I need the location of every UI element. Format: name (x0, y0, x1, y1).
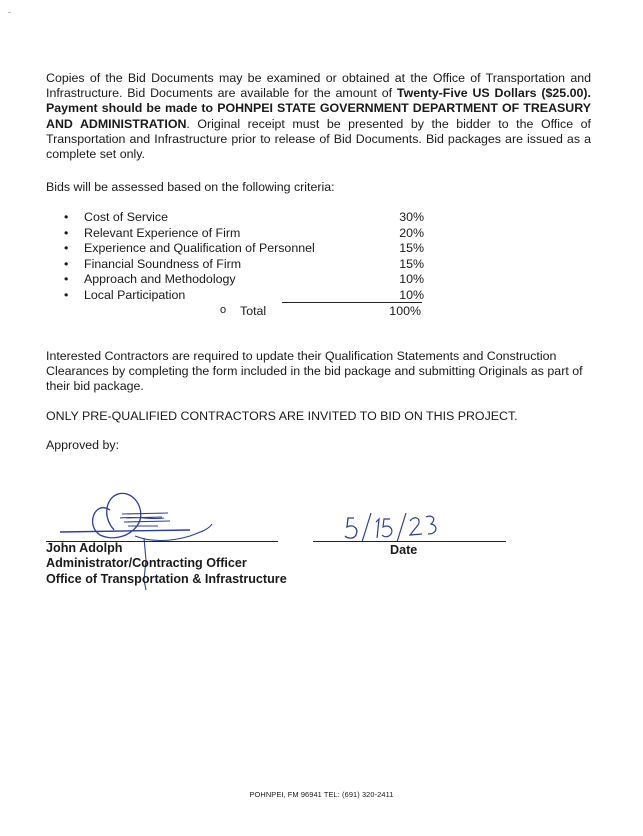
criteria-item (64, 226, 434, 242)
criteria-name: Financial Soundness of Firm (84, 256, 242, 271)
scan-speck (8, 12, 11, 13)
criteria-item (64, 272, 434, 288)
criteria-percent: 30% (399, 210, 424, 224)
criteria-name: Cost of Service (84, 210, 169, 224)
criteria-intro: Bids will be assessed based on the following criteria: (46, 180, 335, 194)
criteria-percent: 15% (399, 256, 424, 271)
criteria-name: Approach and Methodology (84, 272, 236, 287)
total-divider (282, 302, 422, 303)
paragraph-text: Copies of the Bid Documents may be examined or obtained at the Office of Transportation and Infrastructure. Bid Documents are available for the amount of (46, 71, 591, 101)
bullet-icon: • (64, 225, 69, 240)
signer-title: Administrator/Contracting Officer (46, 556, 247, 571)
bullet-icon: • (64, 287, 69, 302)
bullet-icon: • (64, 210, 69, 224)
approved-by-label: Approved by: (46, 438, 120, 452)
date-label: Date (390, 543, 418, 557)
criteria-name: Experience and Qualification of Personnel (84, 241, 315, 256)
criteria-percent: 10% (399, 272, 424, 287)
criteria-item (64, 257, 434, 273)
criteria-percent: 15% (399, 241, 424, 256)
criteria-name: Relevant Experience of Firm (84, 225, 241, 240)
bullet-icon: • (64, 241, 69, 256)
criteria-item (64, 210, 434, 226)
footer-contact: POHNPEI, FM 96941 TEL: (691) 320-2411 (249, 790, 394, 799)
bid-documents-paragraph (46, 71, 591, 162)
payment-instruction: Payment should be made to POHNPEI STATE GOVERNMENT DEPARTMENT OF TREASURY AND ADMINISTRATION (46, 101, 591, 131)
total-percent: 100% (389, 304, 421, 318)
signer-name: John Adolph (46, 541, 123, 555)
paragraph-text: . Original receipt must be presented by the bidder to the Office of Transportation and Infrastructure prior to release of Bid Documents. Bid packages are issued as a complete set only. (46, 116, 591, 162)
criteria-list (64, 210, 434, 304)
bid-fee-amount: Twenty-Five US Dollars ($25.00). (396, 86, 591, 101)
circle-bullet-icon: o (220, 304, 227, 316)
criteria-name: Local Participation (84, 287, 186, 302)
qualification-paragraph: Interested Contractors are required to update their Qualification Statements and Construction Clearances by completing the form included in the bid package and submitting Originals as part of their bid package. (46, 349, 583, 394)
signer-office: Office of Transportation & Infrastructure (46, 571, 287, 586)
criteria-item (64, 241, 434, 257)
criteria-percent: 10% (399, 287, 424, 302)
date-line (313, 541, 506, 542)
prequalified-notice: ONLY PRE-QUALIFIED CONTRACTORS ARE INVITED TO BID ON THIS PROJECT. (46, 409, 518, 423)
criteria-percent: 20% (399, 225, 424, 240)
bullet-icon: • (64, 256, 69, 271)
total-label: Total (240, 304, 267, 318)
signer-block (46, 541, 287, 587)
bullet-icon: • (64, 272, 69, 287)
